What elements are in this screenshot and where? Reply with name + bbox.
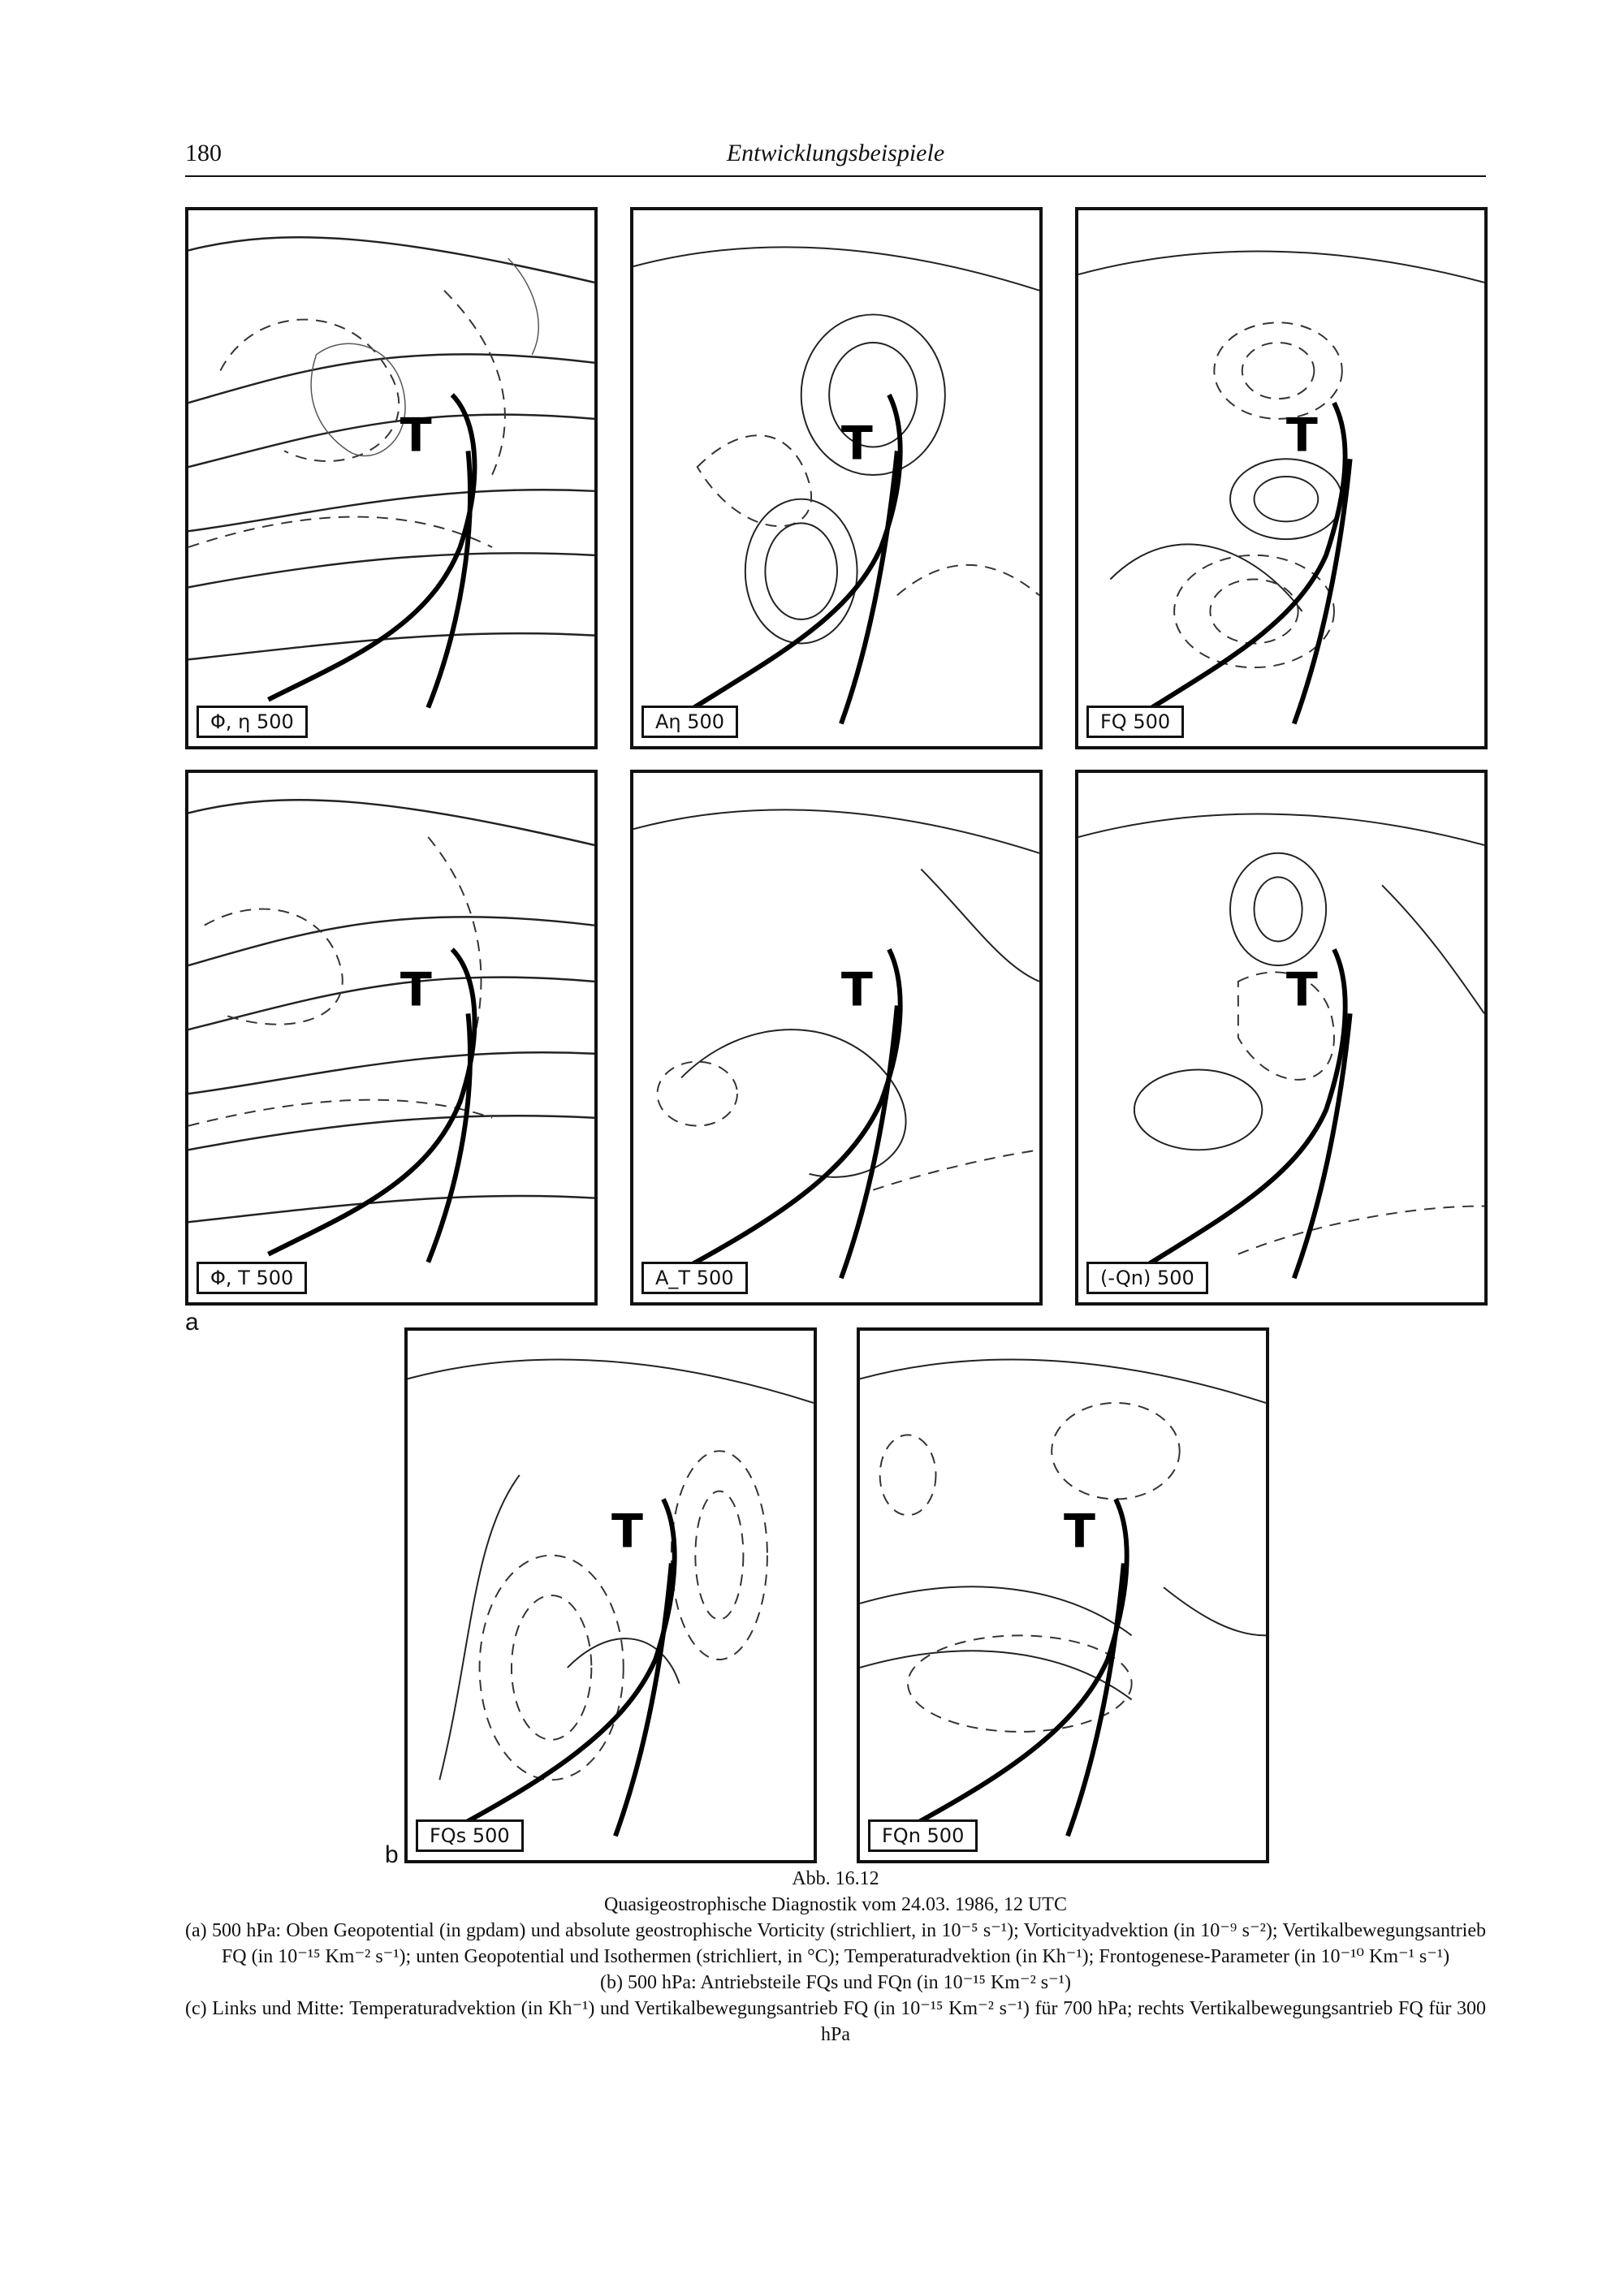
- svg-text:T: T: [611, 1504, 643, 1559]
- map-panel-fqs: [404, 1327, 817, 1863]
- panel-label: (-Qn) 500: [1086, 1262, 1208, 1294]
- map-panel-fq: [1075, 207, 1488, 749]
- caption-part-c: (c) Links und Mitte: Temperaturadvektion (in Kh⁻¹) und Vertikalbewegungsantrieb FQ (in 10⁻¹⁵ Km⁻² s⁻¹) für 700 hPa; rechts Vertikalbewegungsantrieb FQ für 300 hPa: [185, 1998, 1486, 2045]
- svg-text:T: T: [400, 963, 432, 1017]
- contour-map: [1078, 773, 1484, 1302]
- panel-label: Aη 500: [641, 706, 738, 738]
- caption-part-a: (a) 500 hPa: Oben Geopotential (in gpdam) und absolute geostrophische Vorticity (strichliert, in 10⁻⁵ s⁻¹); Vorticityadvektion (in 10⁻⁹ s⁻²); Vertikalbewegungsantrieb FQ (in 10⁻¹⁵ Km⁻² s⁻¹); unten Geopotential und Isothermen (strichliert, in °C); Temperaturadvektion (in Kh⁻¹); Frontogenese-Parameter (in 10⁻¹⁰ Km⁻¹ s⁻¹): [185, 1920, 1486, 1967]
- figure-caption: [185, 1866, 1486, 2048]
- running-head: Entwicklungsbeispiele: [726, 140, 945, 166]
- contour-map: [633, 773, 1039, 1302]
- contour-map: [188, 210, 594, 746]
- svg-text:T: T: [840, 417, 873, 471]
- panel-label: A_T 500: [641, 1262, 748, 1294]
- contour-map: [633, 210, 1039, 746]
- map-panel-phi-t: [185, 770, 598, 1306]
- page-header: [185, 140, 1486, 175]
- part-label-b: b: [385, 1841, 399, 1868]
- contour-map: [408, 1331, 814, 1860]
- panel-label: Φ, η 500: [197, 706, 308, 738]
- contour-map: [188, 773, 594, 1302]
- svg-text:T: T: [1285, 963, 1318, 1017]
- contour-map: [860, 1331, 1266, 1860]
- svg-text:T: T: [1285, 408, 1318, 463]
- part-label-a: a: [185, 1309, 199, 1336]
- map-panel-fqn: [857, 1327, 1269, 1863]
- map-panel-a-eta: [630, 207, 1043, 749]
- header-rule: [185, 175, 1486, 177]
- panel-label: Φ, T 500: [197, 1262, 307, 1294]
- panel-label: FQn 500: [868, 1819, 978, 1852]
- caption-number: Abb. 16.12: [792, 1868, 879, 1889]
- panel-label: FQ 500: [1086, 706, 1184, 738]
- map-panel-phi-eta: [185, 207, 598, 749]
- svg-text:T: T: [400, 408, 432, 463]
- panel-label: FQs 500: [416, 1819, 524, 1852]
- map-panel-qn: [1075, 770, 1488, 1306]
- caption-part-b: (b) 500 hPa: Antriebsteile FQs und FQn (in 10⁻¹⁵ Km⁻² s⁻¹): [600, 1972, 1071, 1993]
- map-panel-a-t: [630, 770, 1043, 1306]
- caption-title: Quasigeostrophische Diagnostik vom 24.03. 1986, 12 UTC: [604, 1894, 1067, 1915]
- page-number: 180: [185, 140, 222, 166]
- svg-text:T: T: [840, 963, 873, 1017]
- contour-map: [1078, 210, 1484, 746]
- svg-text:T: T: [1063, 1504, 1095, 1559]
